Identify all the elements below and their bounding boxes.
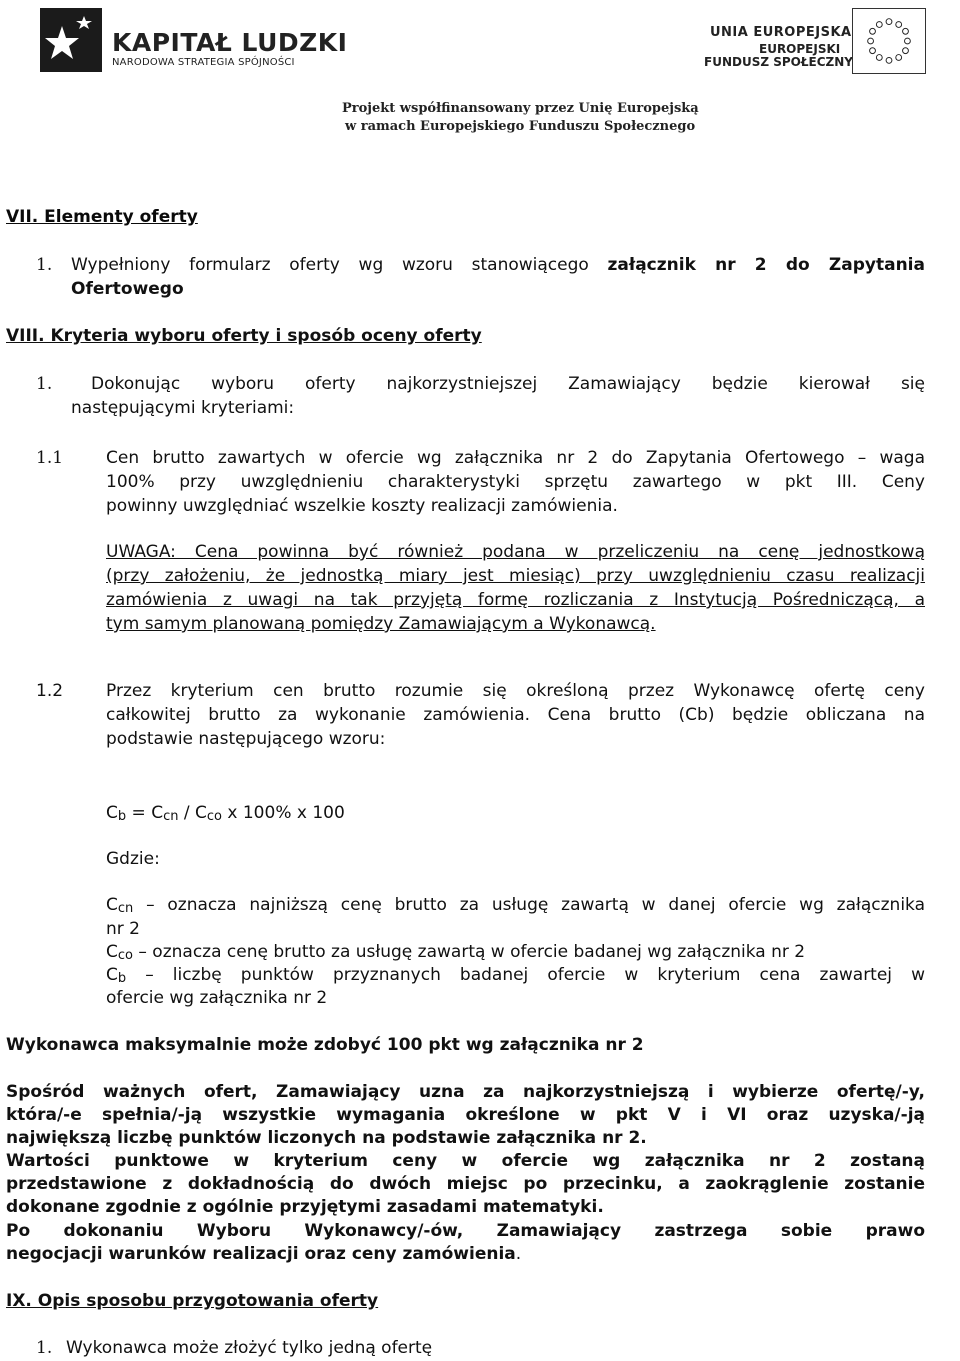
list-number: 1. <box>36 255 53 275</box>
definition-cb-line2: ofercie wg załącznika nr 2 <box>106 988 328 1008</box>
definition-cco: $C_{co}$ – oznacza cenę brutto za usługę zawartą w ofercie badanej wg załącznika nr 2 <box>106 942 806 963</box>
kapital-ludzki-title: KAPITAŁ LUDZKI <box>112 28 348 57</box>
definition-ccn-line2: nr 2 <box>106 919 140 939</box>
p11-line3: powinny uwzględniać wszelkie koszty realizacji zamówienia. <box>106 496 618 516</box>
rounding-line3: dokonane zgodnie z ogólnie przyjętymi zasadami matematyki. <box>6 1197 604 1217</box>
section-ix-heading: IX. Opis sposobu przygotowania oferty <box>6 1291 379 1311</box>
gdzie-label: Gdzie: <box>106 849 160 869</box>
uwaga-line4: tym samym planowaną pomiędzy Zamawiającym a Wykonawcą. <box>106 614 656 634</box>
section-vii-heading: VII. Elementy oferty <box>6 207 198 227</box>
list-number: 1. <box>36 1338 53 1358</box>
selection-line1: Spośród ważnych ofert, Zamawiający uzna za najkorzystniejszą i wybierze ofertę/-y, <box>6 1082 925 1102</box>
max-points-note: Wykonawca maksymalnie może zdobyć 100 pkt wg załącznika nr 2 <box>6 1035 644 1055</box>
negotiation-line1: Po dokonaniu Wyboru Wykonawcy/-ów, Zamawiający zastrzega sobie prawo <box>6 1221 925 1241</box>
project-note-line1: Projekt współfinansowany przez Unię Europejską <box>342 101 699 116</box>
s7-item1-line2: Ofertowego <box>71 279 184 299</box>
kapital-ludzki-logo-icon <box>40 8 102 72</box>
p11-line1: Cen brutto zawartych w ofercie wg załącznika nr 2 do Zapytania Ofertowego – waga <box>106 448 925 468</box>
uwaga-line2: (przy założeniu, że jednostką miary jest miesiąc) przy uwzględnieniu czasu realizacji <box>106 566 925 586</box>
negotiation-line2: negocjacji warunków realizacji oraz ceny zamówienia. <box>6 1244 522 1264</box>
p12-line1: Przez kryterium cen brutto rozumie się określoną przez Wykonawcę ofertę ceny <box>106 681 925 701</box>
s9-item1: Wykonawca może złożyć tylko jedną ofertę <box>66 1338 433 1358</box>
p12-line3: podstawie następującego wzoru: <box>106 729 386 749</box>
eu-flag-icon <box>852 8 926 74</box>
selection-line2: która/-e spełnia/-ją wszystkie wymagania określone w pkt V i VI oraz uzyska/-ją <box>6 1105 925 1125</box>
project-note-line2: w ramach Europejskiego Funduszu Społecznego <box>345 119 696 134</box>
selection-line3: największą liczbę punktów liczonych na podstawie załącznika nr 2. <box>6 1128 647 1148</box>
uwaga-line3: zamówienia z uwagi na tak przyjętą formę rozliczania z Instytucją Pośredniczącą, a <box>106 590 925 610</box>
ue-fund-line1: EUROPEJSKI <box>759 42 841 56</box>
ue-fund-line2: FUNDUSZ SPOŁECZNY <box>704 55 853 69</box>
p11-line2: 100% przy uwzględnieniu charakterystyki sprzętu zawartego w pkt III. Ceny <box>106 472 925 492</box>
s7-item1-line1: Wypełniony formularz oferty wg wzoru stanowiącego załącznik nr 2 do Zapytania <box>71 255 925 275</box>
s8-item1-line2: następującymi kryteriami: <box>71 398 295 418</box>
list-number: 1. <box>36 374 53 394</box>
ue-title: UNIA EUROPEJSKA <box>710 25 852 40</box>
price-formula: $C_b = C_{cn} / C_{co}$ x 100% x 100 <box>106 803 345 824</box>
rounding-line1: Wartości punktowe w kryterium ceny w ofercie wg załącznika nr 2 zostaną <box>6 1151 925 1171</box>
definition-ccn: $C_{cn}$ – oznacza najniższą cenę brutto za usługę zawartą w danej ofercie wg załącznika <box>106 895 925 916</box>
list-number: 1.1 <box>36 448 64 468</box>
section-viii-heading: VIII. Kryteria wyboru oferty i sposób oceny oferty <box>6 326 482 346</box>
p12-line2: całkowitej brutto za wykonanie zamówienia. Cena brutto (Cb) będzie obliczana na <box>106 705 925 725</box>
definition-cb: $C_b$ – liczbę punktów przyznanych badanej ofercie w kryterium cena zawartej w <box>106 965 925 986</box>
uwaga-line1: UWAGA: Cena powinna być również podana w przeliczeniu na cenę jednostkową <box>106 542 925 562</box>
rounding-line2: przedstawione z dokładnością do dwóch miejsc po przecinku, a zaokrąglenie zostanie <box>6 1174 925 1194</box>
list-number: 1.2 <box>36 681 64 701</box>
kapital-ludzki-subtitle: NARODOWA STRATEGIA SPÓJNOŚCI <box>112 57 295 68</box>
s8-item1-line1: Dokonując wyboru oferty najkorzystniejszej Zamawiający będzie kierował się <box>91 374 925 394</box>
